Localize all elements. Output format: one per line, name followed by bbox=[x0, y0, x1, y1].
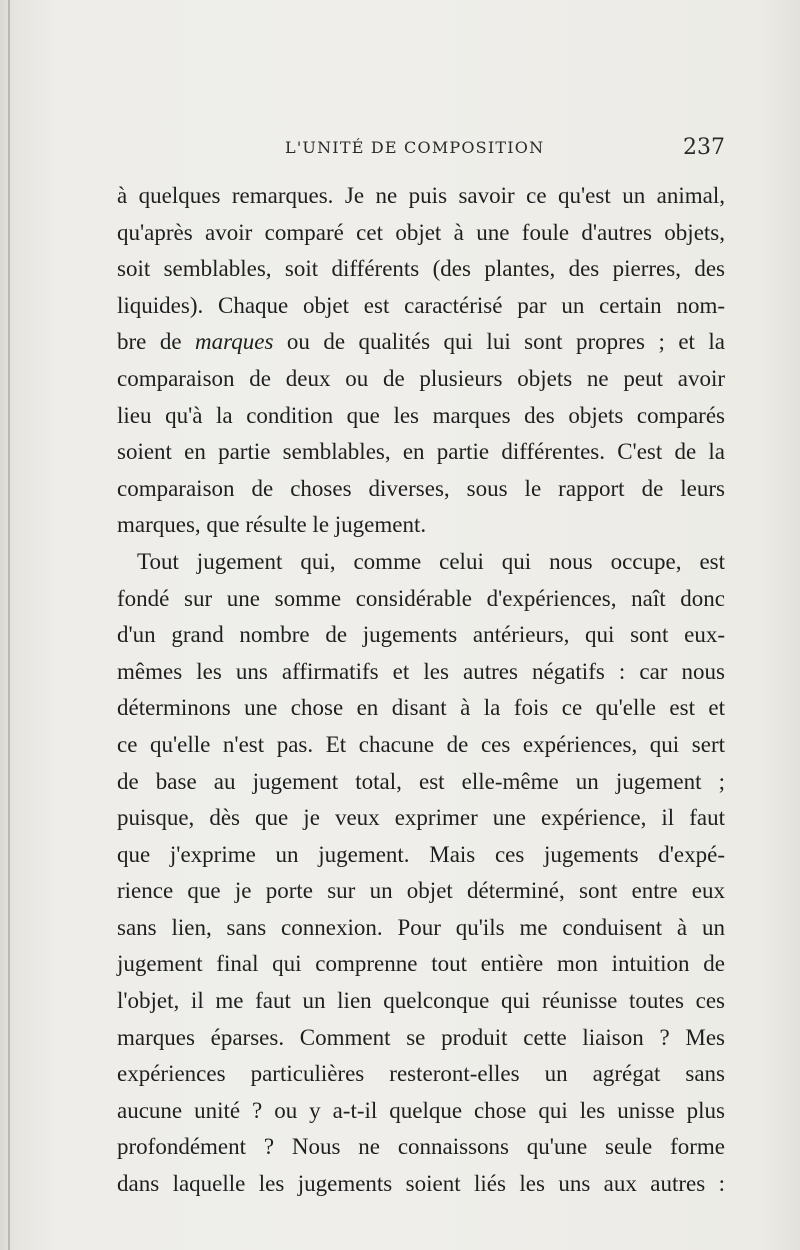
text-line: comparaison de deux ou de plusieurs objets ne peut avoir bbox=[117, 365, 725, 391]
text-line: ce qu'elle n'est pas. Et chacune de ces expériences, qui sert bbox=[117, 731, 725, 757]
text-segment: ou de qualités qui lui sont propres ; et la bbox=[273, 329, 725, 355]
text-line: jugement final qui comprenne tout entière mon intuition de bbox=[117, 951, 725, 977]
text-line: déterminons une chose en disant à la fois ce qu'elle est et bbox=[117, 695, 725, 721]
text-line: lieu qu'à la condition que les marques des objets comparés bbox=[117, 402, 725, 428]
italic-term: marques bbox=[195, 329, 274, 355]
text-line: d'un grand nombre de jugements antérieurs, qui sont eux- bbox=[117, 622, 725, 648]
text-segment: bre de bbox=[117, 329, 196, 355]
running-head: L'UNITÉ DE COMPOSITION bbox=[285, 138, 545, 157]
text-line: soit semblables, soit différents (des plantes, des pierres, des bbox=[117, 256, 725, 282]
text-line: mêmes les uns affirmatifs et les autres négatifs : car nous bbox=[117, 658, 725, 684]
text-line: de base au jugement total, est elle-même un jugement ; bbox=[117, 768, 725, 794]
text-line: aucune unité ? ou y a-t-il quelque chose qui les unisse plus bbox=[117, 1097, 725, 1123]
page-left-edge bbox=[8, 0, 10, 1250]
page-number: 237 bbox=[683, 135, 725, 160]
text-line: profondément ? Nous ne connaissons qu'une seule forme bbox=[117, 1134, 725, 1160]
text-line: Tout jugement qui, comme celui qui nous occupe, est bbox=[137, 548, 725, 574]
text-line: sans lien, sans connexion. Pour qu'ils me conduisent à un bbox=[117, 914, 725, 940]
text-line: dans laquelle les jugements soient liés les uns aux autres : bbox=[117, 1171, 725, 1197]
body-text bbox=[117, 178, 725, 1203]
text-line: marques éparses. Comment se produit cette liaison ? Mes bbox=[117, 1024, 725, 1050]
text-line: fondé sur une somme considérable d'expériences, naît donc bbox=[117, 585, 725, 611]
text-line: l'objet, il me faut un lien quelconque qui réunisse toutes ces bbox=[117, 988, 725, 1014]
text-line: qu'après avoir comparé cet objet à une foule d'autres objets, bbox=[117, 219, 725, 245]
text-line: soient en partie semblables, en partie différentes. C'est de la bbox=[117, 439, 725, 465]
text-line: expériences particulières resteront-elles un agrégat sans bbox=[117, 1061, 725, 1087]
text-line: comparaison de choses diverses, sous le rapport de leurs bbox=[117, 475, 725, 501]
text-line: que j'exprime un jugement. Mais ces jugements d'expé- bbox=[117, 841, 725, 867]
text-line: liquides). Chaque objet est caractérisé par un certain nom- bbox=[117, 292, 725, 318]
text-line: rience que je porte sur un objet déterminé, sont entre eux bbox=[117, 878, 725, 904]
text-line: marques, que résulte le jugement. bbox=[117, 512, 427, 538]
text-line: puisque, dès que je veux exprimer une expérience, il faut bbox=[117, 805, 725, 831]
text-line bbox=[117, 324, 725, 361]
text-line: à quelques remarques. Je ne puis savoir ce qu'est un animal, bbox=[117, 183, 725, 208]
